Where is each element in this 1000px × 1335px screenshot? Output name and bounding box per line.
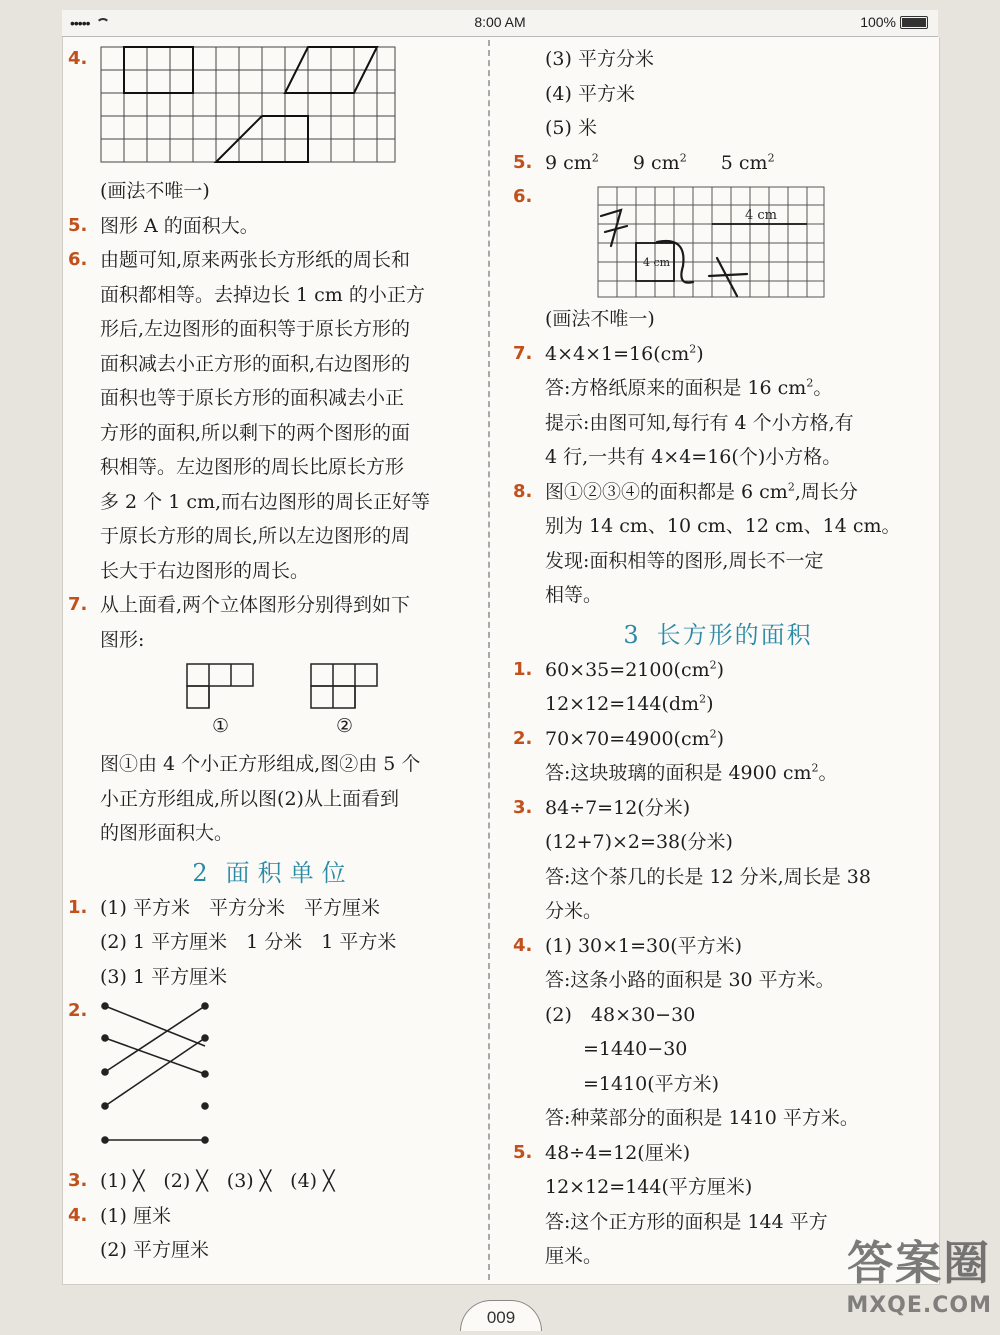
q6-line: 积相等。左边图形的周长比原长方形 bbox=[100, 456, 405, 478]
s3q1-line: 60×35=2100(cm bbox=[545, 658, 710, 681]
signal-strength: ••••• bbox=[70, 15, 110, 32]
question-number: 1. bbox=[68, 896, 88, 918]
right-s3q1: 1. $60\times 35=2100(cm^2)$ $12\times 12=144(dm^2)$ bbox=[513, 653, 923, 722]
superscript: 2 bbox=[591, 151, 599, 165]
q7-line: 的图形面积大。 bbox=[100, 822, 234, 844]
q6-line: 于原长方形的周长,所以左边图形的周 bbox=[100, 525, 411, 547]
status-bar bbox=[62, 10, 938, 37]
question-number: 5. bbox=[68, 214, 88, 236]
figure-label-2: ② bbox=[336, 715, 354, 737]
right-top-line: (5) 米 bbox=[545, 117, 597, 139]
section-3-heading bbox=[513, 613, 923, 653]
right-top-line: (4) 平方米 bbox=[545, 82, 635, 105]
q6-label-a: 4 cm bbox=[745, 208, 778, 223]
superscript: 2 bbox=[679, 151, 687, 165]
question-number: 4. bbox=[513, 934, 533, 956]
section-title: 长方形的面积 bbox=[656, 620, 813, 649]
s3q5-line: 12×12=144(平方厘米) bbox=[545, 1176, 753, 1198]
q6-line: 多 2 个 1 cm,而右边图形的周长正好等 bbox=[100, 490, 431, 513]
q8-line: 相等。 bbox=[545, 584, 603, 606]
watermark-text: 答案圈 bbox=[847, 1236, 992, 1290]
question-number: 5. bbox=[513, 151, 533, 173]
superscript: 2 bbox=[811, 761, 819, 775]
q7-line: 图①由 4 个小正方形组成,图②由 5 个 bbox=[100, 753, 421, 775]
superscript: 2 bbox=[699, 692, 707, 706]
left-q4 bbox=[68, 42, 478, 174]
left-q6 bbox=[68, 243, 478, 588]
page-number: 009 bbox=[460, 1300, 542, 1331]
s3q4-line: 答:这条小路的面积是 30 平方米。 bbox=[545, 969, 835, 991]
q6-grid-figure bbox=[597, 186, 837, 302]
q7-equation-end: ) bbox=[696, 342, 704, 365]
s3q4-line: (2) 48×30−30 bbox=[545, 1003, 696, 1026]
q8-line: 发现:面积相等的图形,周长不一定 bbox=[545, 549, 824, 572]
q6-line: 面积都相等。去掉边长 1 cm 的小正方 bbox=[100, 283, 425, 306]
battery-status: 100% bbox=[860, 14, 928, 30]
s3q5-line: 答:这个正方形的面积是 144 平方 bbox=[545, 1210, 828, 1233]
s3q4-line: =1410(平方米) bbox=[545, 1072, 720, 1095]
right-q6 bbox=[513, 180, 923, 302]
left-s2q4 bbox=[68, 1199, 478, 1268]
s3q2-answer: 答:这块玻璃的面积是 4900 cm bbox=[545, 762, 812, 784]
superscript: 2 bbox=[689, 342, 697, 356]
s2q1-line: (3) 1 平方厘米 bbox=[100, 965, 228, 988]
right-q7 bbox=[513, 337, 923, 475]
s2q4-line: (1) 厘米 bbox=[100, 1204, 171, 1227]
q7-line: 从上面看,两个立体图形分别得到如下 bbox=[100, 594, 411, 616]
q7-equation: 4×4×1=16(cm bbox=[545, 342, 690, 365]
s3q1-line: 12×12=144(dm bbox=[545, 693, 700, 715]
status-time: 8:00 AM bbox=[474, 14, 526, 30]
q7-hint: 4 行,一共有 4×4=16(个)小方格。 bbox=[545, 446, 842, 468]
battery-icon bbox=[900, 16, 928, 29]
question-number: 8. bbox=[513, 480, 533, 502]
q8-line: 图①②③④的面积都是 6 cm bbox=[545, 480, 788, 503]
right-q8 bbox=[513, 475, 923, 613]
s3q3-line: 答:这个茶几的长是 12 分米,周长是 38 bbox=[545, 865, 871, 888]
left-q7 bbox=[68, 588, 478, 851]
superscript: 2 bbox=[806, 376, 814, 390]
question-number: 7. bbox=[68, 594, 88, 615]
question-number: 4. bbox=[68, 1204, 88, 1226]
question-number: 1. bbox=[513, 658, 533, 680]
q8-line-end: ,周长分 bbox=[794, 480, 858, 503]
s3q2-line: 70×70=4900(cm bbox=[545, 727, 710, 750]
s3q3-line: 84÷7=12(分米) bbox=[545, 796, 691, 819]
s3q4-line: 答:种菜部分的面积是 1410 平方米。 bbox=[545, 1107, 859, 1129]
figure-label-1: ① bbox=[212, 715, 230, 737]
q6-line: 长大于右边图形的周长。 bbox=[100, 559, 310, 582]
section-number: 2 bbox=[192, 858, 208, 887]
s3q4-line: =1440−30 bbox=[545, 1038, 688, 1060]
left-q5 bbox=[68, 209, 478, 244]
question-number: 2. bbox=[68, 1000, 88, 1021]
s2q1-line: (1) 平方米 平方分米 平方厘米 bbox=[100, 896, 380, 919]
top-view-figure-1 bbox=[186, 663, 258, 713]
q6-line: 由题可知,原来两张长方形纸的周长和 bbox=[100, 249, 411, 271]
left-column bbox=[68, 42, 478, 1268]
left-q4-note: (画法不唯一) bbox=[100, 180, 210, 202]
question-number: 7. bbox=[513, 342, 533, 364]
q5-answer: 图形 A 的面积大。 bbox=[100, 214, 259, 237]
q6-line: 面积也等于原长方形的面积减去小正 bbox=[100, 387, 405, 409]
q7-answer-end: 。 bbox=[813, 377, 833, 399]
question-number: 3. bbox=[68, 1170, 88, 1191]
watermark-url: MXQE.COM bbox=[846, 1293, 992, 1318]
right-s3q3 bbox=[513, 791, 923, 929]
matching-lines-figure bbox=[100, 1000, 220, 1162]
q7-line: 图形: bbox=[100, 628, 145, 651]
superscript: 2 bbox=[709, 658, 717, 672]
left-s2q1 bbox=[68, 891, 478, 995]
q5-value: 5 cm bbox=[720, 151, 768, 174]
q7-hint: 提示:由图可知,每行有 4 个小方格,有 bbox=[545, 411, 854, 434]
question-number: 2. bbox=[513, 727, 533, 749]
right-top-line: (3) 平方分米 bbox=[545, 48, 654, 70]
question-number: 6. bbox=[513, 186, 533, 207]
q7-line: 小正方形组成,所以图(2)从上面看到 bbox=[100, 787, 399, 810]
s3q5-line: 48÷4=12(厘米) bbox=[545, 1141, 691, 1164]
q6-line: 形后,左边图形的面积等于原长方形的 bbox=[100, 318, 411, 340]
left-s2q2 bbox=[68, 994, 478, 1164]
q7-figures bbox=[100, 657, 478, 747]
q6-line: 面积减去小正方形的面积,右边图形的 bbox=[100, 352, 411, 375]
s2q3-answer: (1) ╳ (2) ╳ (3) ╳ (4) ╳ bbox=[100, 1170, 335, 1192]
s2q4-line: (2) 平方厘米 bbox=[100, 1239, 209, 1261]
s2q1-line: (2) 1 平方厘米 1 分米 1 平方米 bbox=[100, 931, 397, 953]
superscript: 2 bbox=[787, 480, 795, 494]
q8-line: 别为 14 cm、10 cm、12 cm、14 cm。 bbox=[545, 515, 901, 537]
watermark-logo bbox=[846, 1227, 992, 1318]
q6-line: 方形的面积,所以剩下的两个图形的面 bbox=[100, 421, 411, 444]
q5-value: 9 cm bbox=[545, 151, 592, 174]
s3q3-line: 分米。 bbox=[545, 900, 603, 922]
s3q5-line: 厘米。 bbox=[545, 1245, 603, 1267]
right-q6-note: (画法不唯一) bbox=[545, 308, 655, 330]
right-q5 bbox=[513, 146, 923, 181]
q7-answer: 答:方格纸原来的面积是 16 cm bbox=[545, 377, 807, 399]
left-s2q3 bbox=[68, 1164, 478, 1199]
right-s3q2: 2. $70\times 70=4900(cm^2)$ 答:这块玻璃的面积是 4900 $cm^2$。 bbox=[513, 722, 923, 791]
superscript: 2 bbox=[709, 727, 717, 741]
q5-value: 9 cm bbox=[632, 151, 680, 174]
s3q3-line: (12+7)×2=38(分米) bbox=[545, 831, 733, 853]
q6-label-b: 4 cm bbox=[643, 256, 671, 269]
section-title: 面积单位 bbox=[225, 858, 354, 887]
q4-grid-figure bbox=[100, 46, 400, 168]
right-s3q4 bbox=[513, 929, 923, 1136]
superscript: 2 bbox=[767, 151, 775, 165]
right-column bbox=[513, 42, 923, 1274]
question-number: 5. bbox=[513, 1141, 533, 1163]
question-number: 3. bbox=[513, 796, 533, 818]
top-view-figure-2 bbox=[310, 663, 382, 713]
column-divider bbox=[488, 40, 490, 1280]
question-number: 6. bbox=[68, 249, 88, 270]
section-2-heading bbox=[68, 851, 478, 891]
question-number: 4. bbox=[68, 48, 88, 69]
s3q4-line: (1) 30×1=30(平方米) bbox=[545, 934, 743, 957]
section-number: 3 bbox=[623, 620, 639, 649]
